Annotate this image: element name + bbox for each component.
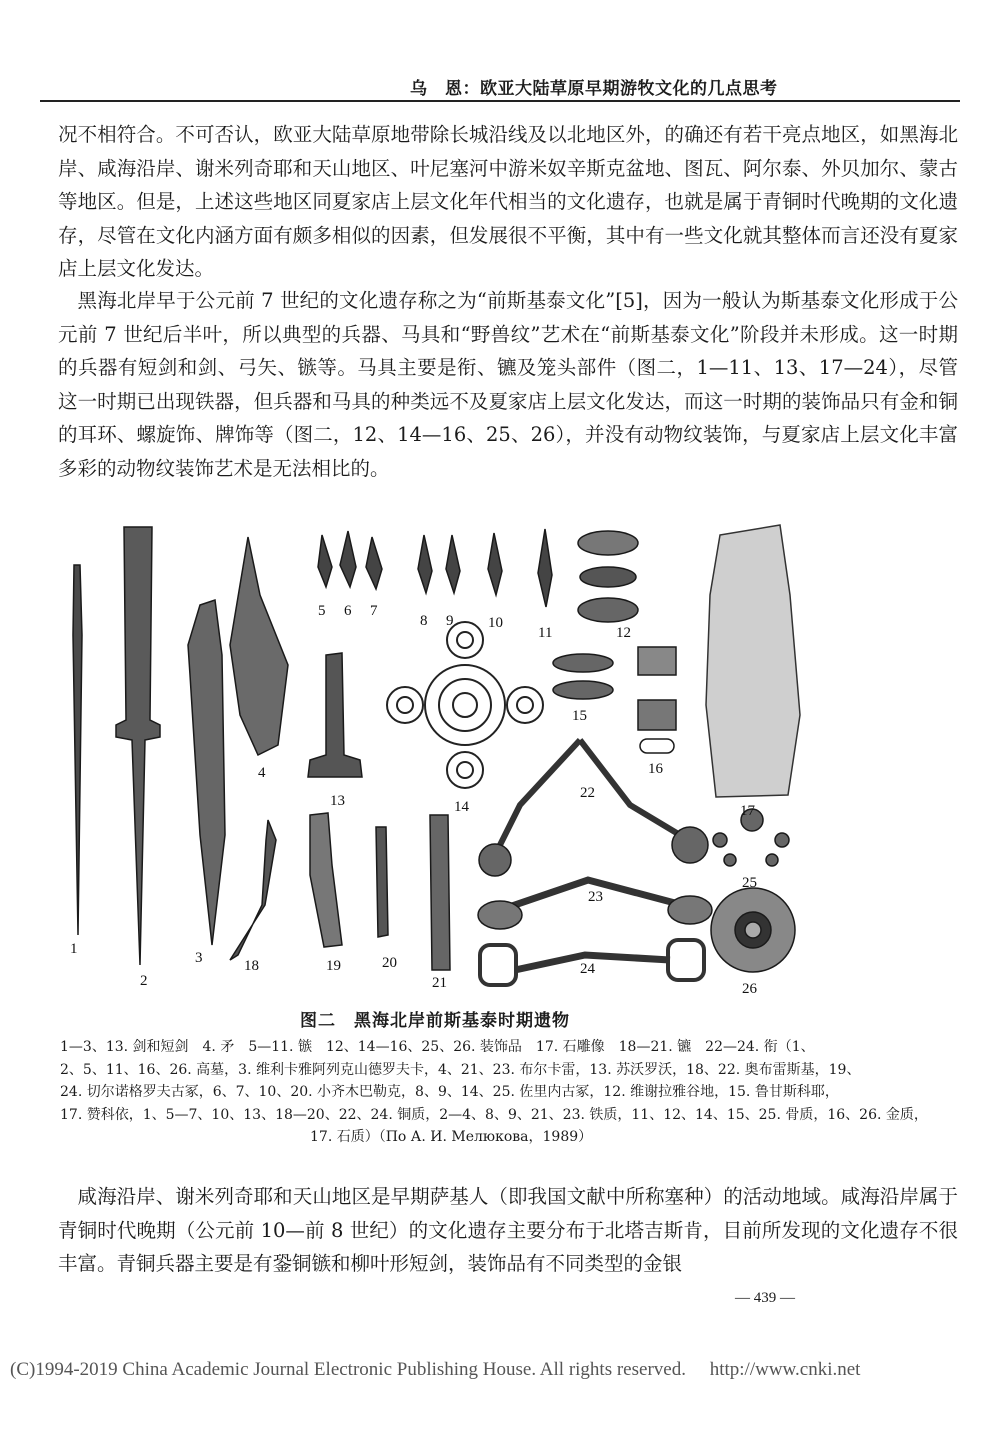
artifact-1-dagger	[73, 565, 82, 935]
figure-number-2: 2	[140, 973, 148, 989]
figure-number-25: 25	[742, 875, 757, 891]
figure-caption-title: 图二 黑海北岸前斯基泰时期遗物	[300, 1011, 570, 1031]
artifact-2-sword	[116, 527, 160, 965]
figure-number-13: 13	[330, 793, 345, 809]
artifact-14-spiral-ornament	[387, 622, 543, 788]
figure-number-15: 15	[572, 708, 587, 724]
legend-line: 17. 石质）（По А. И. Мелюкова，1989）	[310, 1129, 593, 1145]
paragraph-2: 黑海北岸早于公元前 7 世纪的文化遗存称之为“前斯基泰文化”[5]，因为一般认为斯基泰文化形成于公元前 7 世纪后半叶，所以典型的兵器、马具和“野兽纹”艺术在“前斯基泰文化”阶段并未形成。这一时期的兵器有短剑和剑、弓矢、镞等。马具主要是衔、镳及笼头部件（图二，1—11、13、17—24），尽管这一时期已出现铁器，但兵器和马具的种类远不及夏家店上层文化发达，而这一时期的装饰品只有金和铜的耳环、螺旋饰、牌饰等（图二，12、14—16、25、26），并没有动物纹装饰，与夏家店上层文化丰富多彩的动物纹装饰艺术是无法相比的。	[58, 289, 958, 480]
artifact-4-spear	[230, 537, 288, 755]
legend-line: 1—3、13. 剑和短剑 4. 矛 5—11. 镞 12、14—16、25、26. 装饰品 17. 石雕像 18—21. 镳 22—24. 衔（1、	[60, 1039, 815, 1055]
figure-number-5: 5	[318, 603, 326, 619]
figure-number-3: 3	[195, 950, 203, 966]
artifact-16-plaque	[638, 647, 676, 675]
header-rule	[40, 100, 960, 102]
copyright-footer: (C)1994-2019 China Academic Journal Electronic Publishing House. All rights reserved. http://www.cnki.net	[10, 1359, 861, 1380]
artifact-10-arrowhead	[488, 533, 502, 595]
paragraph-1: 况不相符合。不可否认，欧亚大陆草原地带除长城沿线及以北地区外，的确还有若干亮点地区，如黑海北岸、咸海沿岸、谢米列奇耶和天山地区、叶尼塞河中游米奴辛斯克盆地、图瓦、阿尔泰、外贝加尔、蒙古等地区。但是，上述这些地区同夏家店上层文化年代相当的文化遗存，也就是属于青铜时代晚期的文化遗存，尽管在文化内涵方面有颇多相似的因素，但发展很不平衡，其中有一些文化就其整体而言还没有夏家店上层文化发达。	[58, 123, 958, 280]
legend-line: 2、5、11、16、26. 高墓，3. 维利卡雅阿列克山德罗夫卡，4、21、23. 布尔卡雷，13. 苏沃罗沃，18、22. 奥布雷斯基，19、	[60, 1061, 861, 1078]
figure-number-7: 7	[370, 603, 378, 619]
figure-number-20: 20	[382, 955, 397, 971]
figure-number-1: 1	[70, 941, 78, 957]
artifact-9-arrowhead	[446, 535, 460, 593]
figure-number-11: 11	[538, 625, 553, 641]
artifact-18-cheekpiece	[230, 820, 276, 960]
artifact-3-short-sword	[188, 600, 225, 945]
figure-number-19: 19	[326, 958, 341, 974]
figure-legend	[60, 1036, 930, 1149]
figure-number-24: 24	[580, 961, 595, 977]
figure-number-8: 8	[420, 613, 428, 629]
artifact-26-gold-plaque	[711, 888, 795, 972]
artifact-12-ornament	[578, 531, 638, 555]
figure-number-17: 17	[740, 803, 755, 819]
artifact-5-arrowhead	[318, 535, 332, 587]
figure-number-21: 21	[432, 975, 447, 991]
figure-number-14: 14	[454, 799, 469, 815]
figure-number-6: 6	[344, 603, 352, 619]
artifact-13-hilt	[308, 653, 362, 777]
running-header: 乌 恩：欧亚大陆草原早期游牧文化的几点思考	[410, 79, 778, 99]
figure-number-22: 22	[580, 785, 595, 801]
artifact-21-cheekpiece	[430, 815, 450, 970]
artifact-6-arrowhead	[340, 531, 356, 587]
artifact-7-arrowhead	[366, 537, 382, 589]
figure-number-18: 18	[244, 958, 259, 974]
figure-number-16: 16	[648, 761, 663, 777]
artifact-11-arrowhead	[538, 529, 552, 607]
figure-number-9: 9	[446, 613, 454, 629]
artifact-20-cheekpiece	[376, 827, 388, 937]
figure-artifacts	[40, 515, 940, 1000]
paragraph-3: 咸海沿岸、谢米列奇耶和天山地区是早期萨基人（即我国文献中所称塞种）的活动地域。咸海沿岸属于青铜时代晚期（公元前 10—前 8 世纪）的文化遗存主要分布于北塔吉斯肯，目前所发现的文化遗存不很丰富。青铜兵器主要是有銎铜镞和柳叶形短剑，装饰品有不同类型的金银	[58, 1185, 958, 1275]
figure-number-10: 10	[488, 615, 503, 631]
artifact-15-ornament	[553, 654, 613, 672]
artifact-19-cheekpiece	[310, 813, 342, 947]
figure-number-4: 4	[258, 765, 266, 781]
page-number: — 439 —	[735, 1290, 795, 1306]
artifact-8-arrowhead	[418, 535, 432, 593]
artifact-17-stone-statue	[706, 525, 800, 797]
legend-line: 17. 赞科依，1、5—7、10、13、18—20、22、24. 铜质，2—4、8、9、21、23. 铁质，11、12、14、15、25. 骨质，16、26. 金质，	[60, 1106, 928, 1123]
figure-number-26: 26	[742, 981, 757, 997]
figure-number-12: 12	[616, 625, 631, 641]
legend-line: 24. 切尔诺格罗夫古冢，6、7、10、20. 小齐木巴勒克，8、9、14、25. 佐里内古冢，12. 维谢拉雅谷地，15. 鲁甘斯科耶，	[60, 1084, 839, 1100]
figure-number-23: 23	[588, 889, 603, 905]
